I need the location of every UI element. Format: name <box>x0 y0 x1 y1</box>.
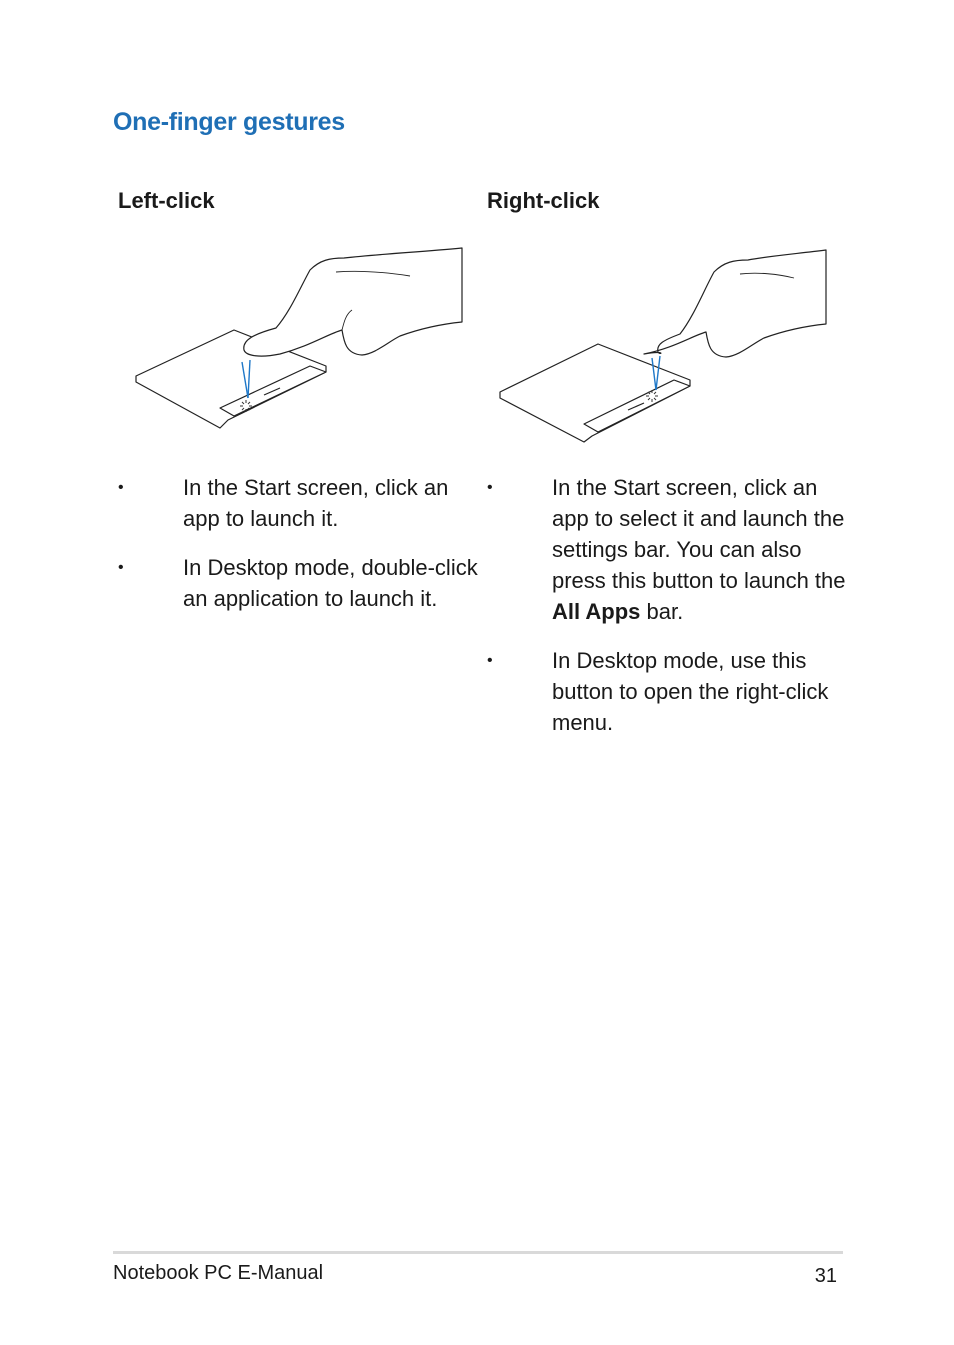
bullet-marker: • <box>487 652 493 669</box>
finger-hand <box>644 250 826 357</box>
list-item <box>487 472 847 627</box>
footer-manual-title: Notebook PC E-Manual <box>113 1262 324 1284</box>
right-click-bullet-list <box>487 472 847 756</box>
section-title: One-finger gestures <box>113 108 345 136</box>
right-click-heading: Right-click <box>487 188 600 213</box>
bullet-text: In the Start screen, click an app to select it and launch the settings bar. You can also press this button to launch the All Apps bar. <box>552 475 846 624</box>
left-click-heading: Left-click <box>118 188 215 213</box>
finger-hand <box>244 248 462 356</box>
bullet-text: In Desktop mode, use this button to open the right-click menu. <box>552 648 829 735</box>
left-click-bullet-list <box>118 472 488 632</box>
page-number: 31 <box>814 1265 837 1287</box>
list-item <box>487 645 847 738</box>
list-item <box>118 472 488 534</box>
footer-divider <box>113 1251 843 1254</box>
bullet-marker: • <box>118 559 124 576</box>
bullet-text: In the Start screen, click an app to launch it. <box>183 475 449 531</box>
right-click-illustration <box>494 244 834 449</box>
all-apps-label: All Apps <box>552 599 641 624</box>
bullet-marker: • <box>487 479 493 496</box>
left-click-illustration <box>130 242 470 437</box>
list-item <box>118 552 488 614</box>
bullet-text: In Desktop mode, double-click an application to launch it. <box>183 555 478 611</box>
bullet-marker: • <box>118 479 124 496</box>
